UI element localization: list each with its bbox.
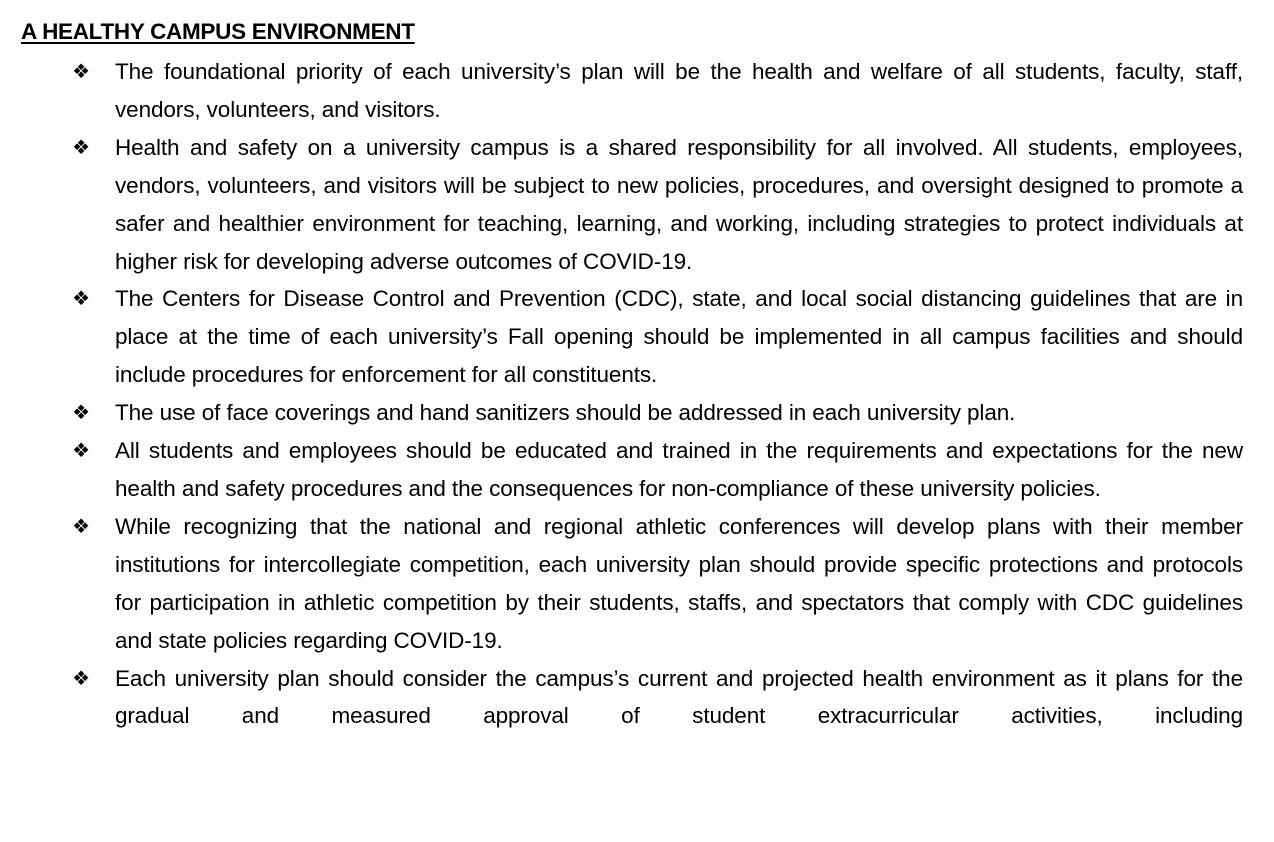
bullet-list	[0, 53, 1274, 735]
list-item-text: The foundational priority of each university’s plan will be the health and welfare of all students, faculty, staff, vendors, volunteers, and visitors.	[115, 59, 1243, 122]
diamond-bullet-icon: ❖	[72, 59, 90, 83]
list-item-text: Each university plan should consider the campus’s current and projected health environment as it plans for the gradual and measured approval of student extracurricular activities, including	[115, 665, 1243, 729]
list-item	[0, 53, 1243, 129]
diamond-bullet-icon: ❖	[72, 665, 90, 690]
diamond-bullet-icon: ❖	[72, 400, 90, 425]
diamond-bullet-icon: ❖	[72, 134, 90, 159]
section-heading: A HEALTHY CAMPUS ENVIRONMENT	[21, 19, 415, 44]
list-item-text: Health and safety on a university campus is a shared responsibility for all involved. All students, employees, vendors, volunteers, and visitors will be subject to new policies, procedures, and oversight designed to promote a safer and healthier environment for teaching, learning, and working, including strategies to protect individuals at higher risk for developing adverse outcomes of COVID-19.	[115, 134, 1243, 274]
list-item	[0, 394, 1243, 432]
list-item-text: While recognizing that the national and regional athletic conferences will develop plans with their member institutions for intercollegiate competition, each university plan should provide specific protections and protocols for participation in athletic competition by their students, staffs, and spectators that comply with CDC guidelines and state policies regarding COVID-19.	[115, 513, 1243, 653]
list-item	[0, 432, 1243, 508]
list-item-text: All students and employees should be educated and trained in the requirements and expectations for the new health and safety procedures and the consequences for non-compliance of these university policies.	[115, 438, 1243, 501]
list-item-text: The use of face coverings and hand sanitizers should be addressed in each university plan.	[115, 400, 1016, 426]
diamond-bullet-icon: ❖	[72, 438, 90, 463]
diamond-bullet-icon: ❖	[72, 286, 90, 311]
list-item	[0, 508, 1243, 660]
diamond-bullet-icon: ❖	[72, 513, 90, 538]
list-item-text: The Centers for Disease Control and Prevention (CDC), state, and local social distancing guidelines that are in place at the time of each university’s Fall opening should be implemented in all campus facilities and should include procedures for enforcement for all constituents.	[115, 286, 1243, 388]
list-item	[0, 129, 1243, 281]
list-item	[0, 280, 1243, 394]
list-item	[0, 660, 1243, 736]
